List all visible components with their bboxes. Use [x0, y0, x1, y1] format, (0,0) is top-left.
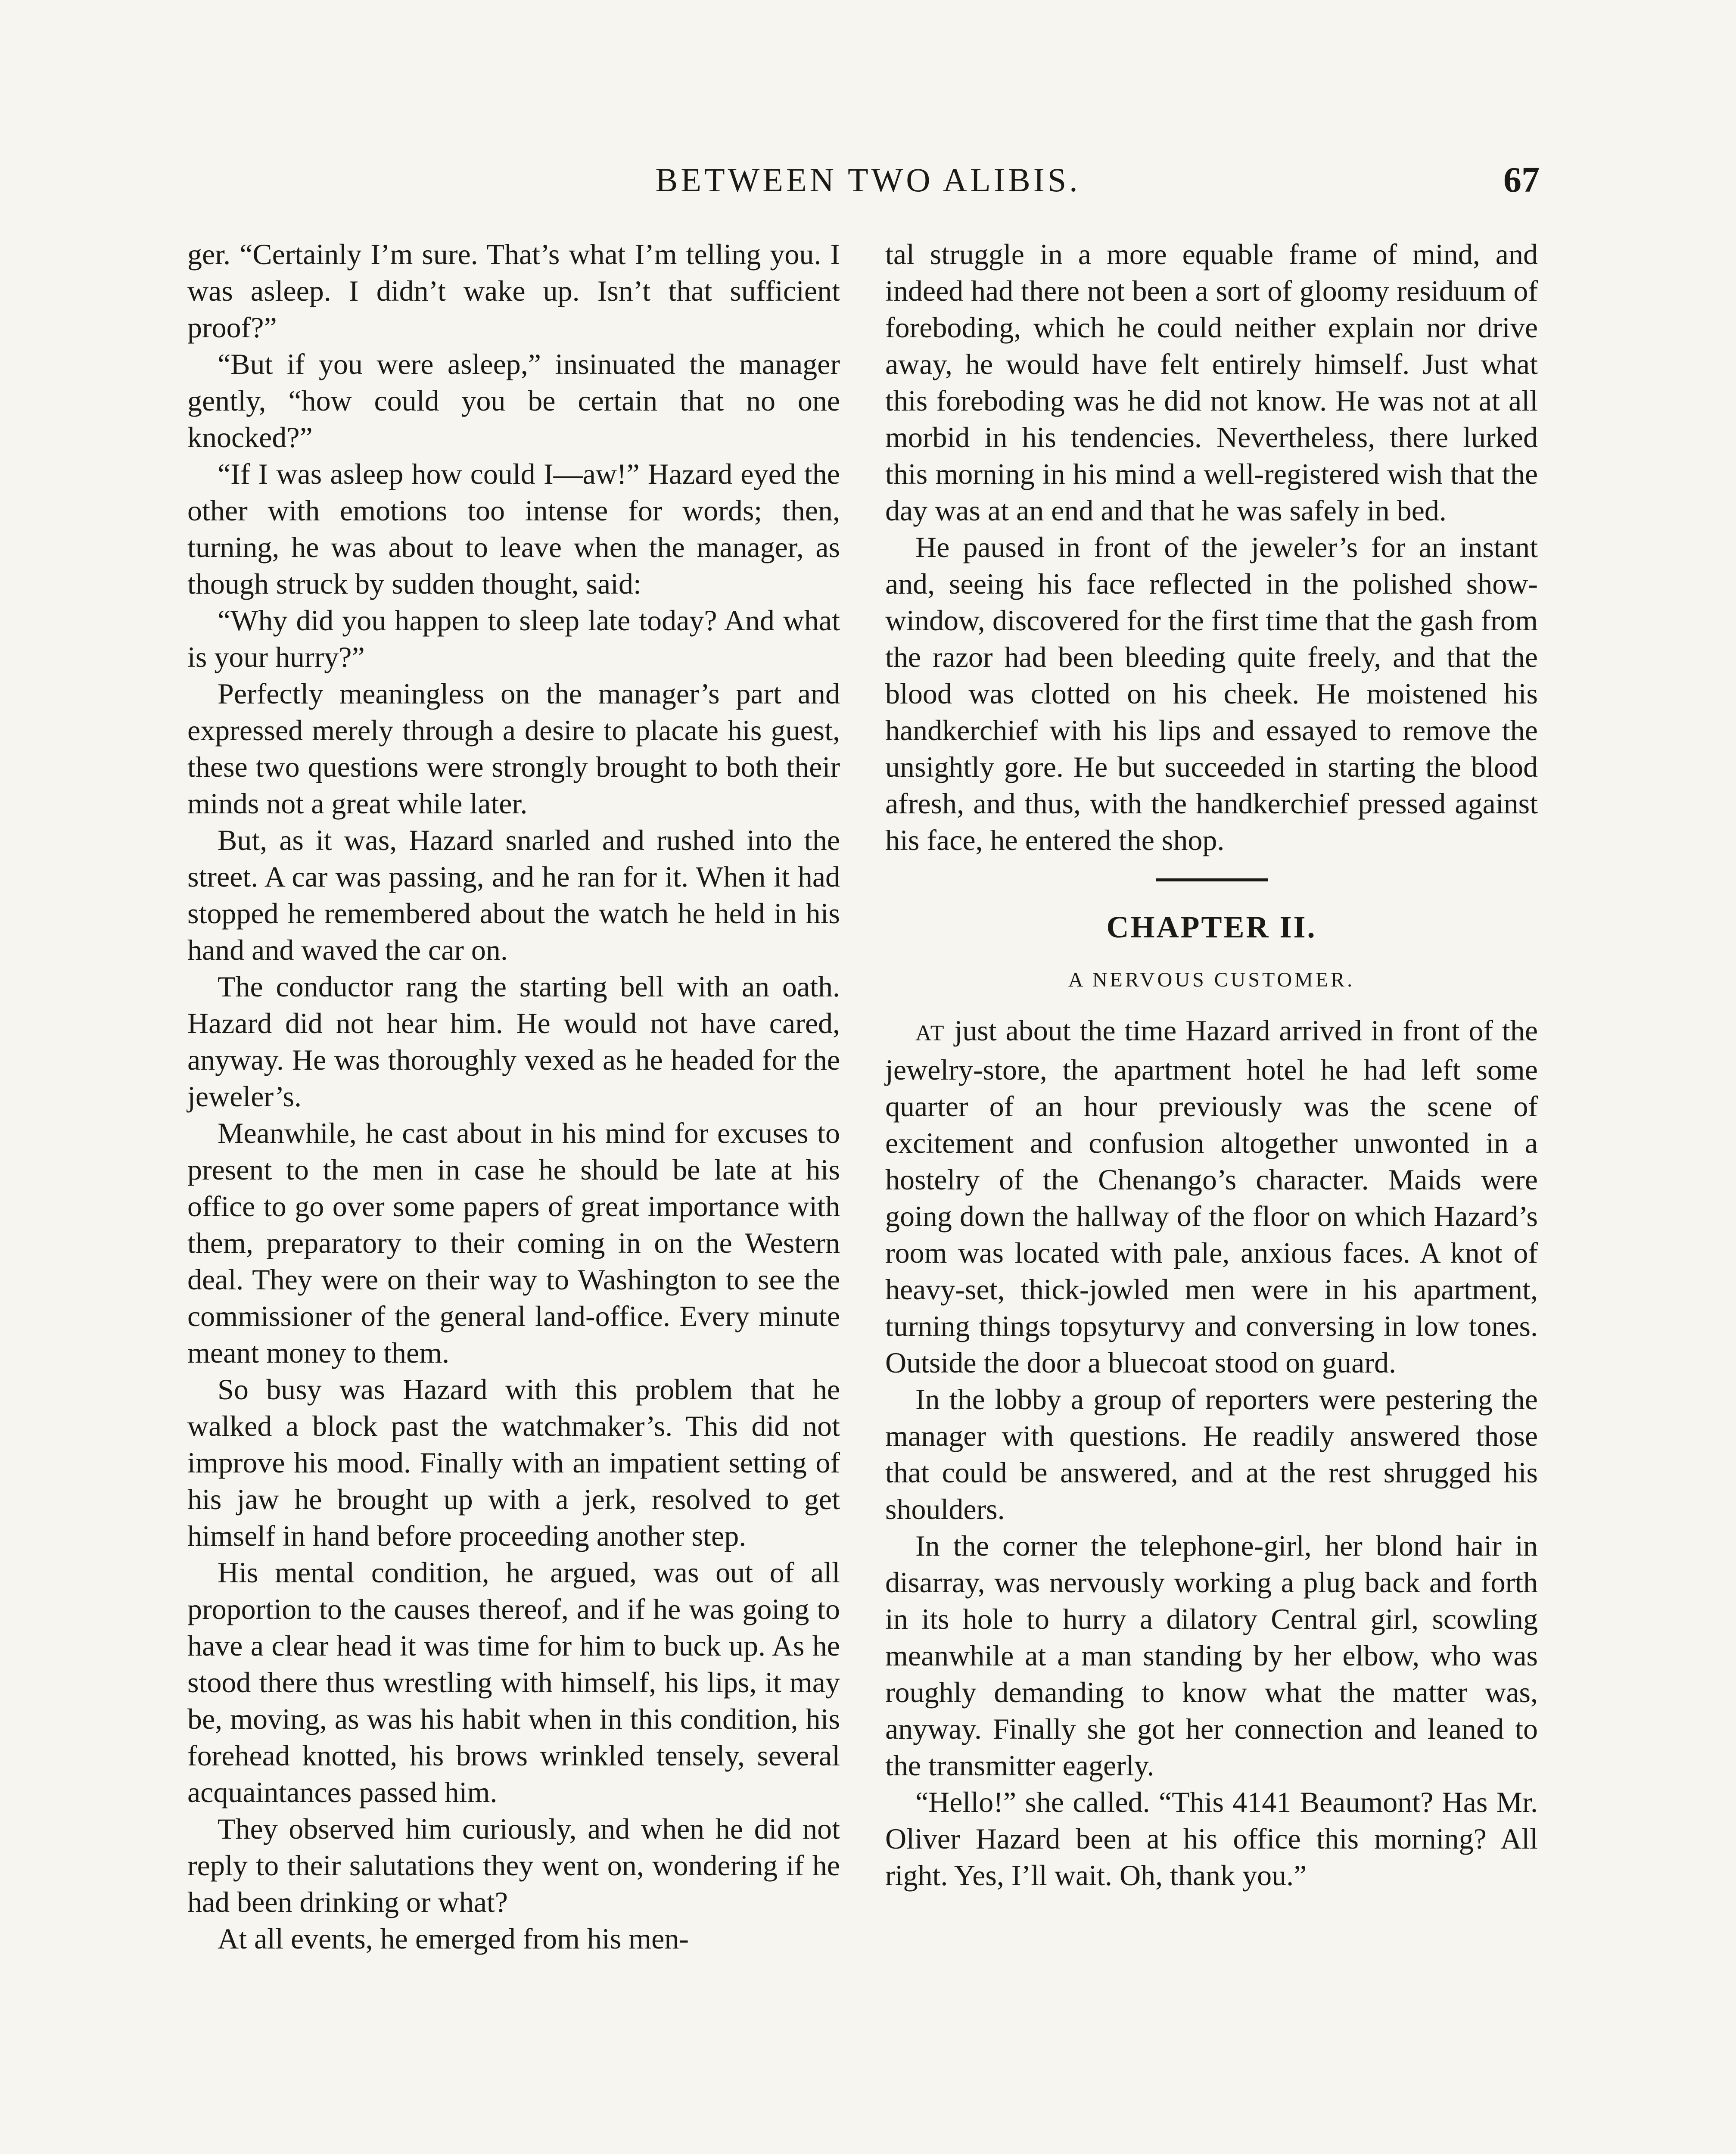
- paragraph: [885, 1528, 1538, 1784]
- paragraph-text: They observed him curiously, and when he did not reply to their salutations they went on, wondering if he had been drinking or what?: [187, 1812, 840, 1918]
- paragraph-text: Meanwhile, he cast about in his mind for excuses to present to the men in case he should be late at his office to go over some papers of great importance with them, preparatory to their coming in on the Western deal. They were on their way to Washington to see the commissioner of the general land-office. Every minute meant money to them.: [187, 1117, 840, 1369]
- paragraph: [187, 346, 840, 456]
- paragraph: [187, 1811, 840, 1921]
- paragraph: [187, 968, 840, 1115]
- right-column-top: [885, 236, 1538, 859]
- paragraph-text: In the corner the telephone-girl, her blond hair in disarray, was nervously working a plug back and forth in its hole to hurry a dilatory Central girl, scowling meanwhile at a man standing by her elbow, who was roughly demanding to know what the matter was, anyway. Finally she got her connection and leaned to the transmitter eagerly.: [885, 1529, 1538, 1782]
- paragraph: [187, 1921, 840, 1957]
- paragraph: [885, 529, 1538, 859]
- paragraph-text: “Hello!” she called. “This 4141 Beaumont? Has Mr. Oliver Hazard been at his office this morning? All right. Yes, I’ll wait. Oh, thank you.”: [885, 1786, 1538, 1892]
- paragraph: [187, 602, 840, 675]
- paragraph-text: “But if you were asleep,” insinuated the manager gently, “how could you be certain that no one knocked?”: [187, 348, 840, 454]
- right-column-bottom: [885, 1012, 1538, 1894]
- right-column: [885, 236, 1538, 1894]
- paragraph: [885, 236, 1538, 529]
- paragraph-text: At all events, he emerged from his men-: [218, 1922, 689, 1955]
- paragraph-text: ger. “Certainly I’m sure. That’s what I’m telling you. I was asleep. I didn’t wake up. Isn’t that sufficient proof?”: [187, 238, 840, 344]
- paragraph: [187, 822, 840, 968]
- paragraph-text: In the lobby a group of reporters were pestering the manager with questions. He readily answered those that could be answered, and at the rest shrugged his shoulders.: [885, 1383, 1538, 1525]
- paragraph-text: So busy was Hazard with this problem that he walked a block past the watchmaker’s. This did not improve his mood. Finally with an impatient setting of his jaw he brought up with a jerk, resolved to get himself in hand before proceeding another step.: [187, 1373, 840, 1552]
- paragraph-text: He paused in front of the jeweler’s for an instant and, seeing his face reflected in the polished show-window, discovered for the first time that the gash from the razor had been bleeding quite freely, and that the blood was clotted on his cheek. He moistened his handkerchief with his lips and essayed to remove the unsightly gore. He but succeeded in starting the blood afresh, and thus, with the handkerchief pressed against his face, he entered the shop.: [885, 531, 1538, 856]
- paragraph-text: tal struggle in a more equable frame of mind, and indeed had there not been a sort of gloomy residuum of foreboding, which he could neither explain nor drive away, he would have felt entirely himself. Just what this foreboding was he did not know. He was not at all morbid in his tendencies. Nevertheless, there lurked this morning in his mind a well-registered wish that the day was at an end and that he was safely in bed.: [885, 238, 1538, 527]
- chapter-divider: [1156, 878, 1268, 881]
- paragraph: [885, 1012, 1538, 1381]
- paragraph-text: just about the time Hazard arrived in front of the jewelry-store, the apartment hotel he had left some quarter of an hour previously was the scene of excitement and confusion altogether unwonted in a hostelry of the Chenango’s character. Maids were going down the hallway of the floor on which Hazard’s room was located with pale, anxious faces. A knot of heavy-set, thick-jowled men were in his apartment, turning things topsyturvy and conversing in low tones. Outside the door a bluecoat stood on guard.: [885, 1014, 1538, 1379]
- paragraph-text: But, as it was, Hazard snarled and rushed into the street. A car was passing, and he ran for it. When it had stopped he remembered about the watch he held in his hand and waved the car on.: [187, 824, 840, 966]
- page-number: 67: [1503, 160, 1540, 200]
- paragraph: [187, 236, 840, 346]
- paragraph: [885, 1784, 1538, 1894]
- paragraph-lead: AT: [915, 1021, 946, 1046]
- paragraph: [187, 1115, 840, 1371]
- paragraph: [187, 1554, 840, 1811]
- paragraph-text: “If I was asleep how could I—aw!” Hazard eyed the other with emotions too intense for words; then, turning, he was about to leave when the manager, as though struck by sudden thought, said:: [187, 458, 840, 600]
- left-column: [187, 236, 840, 1957]
- paragraph: [187, 1371, 840, 1554]
- chapter-title: CHAPTER II.: [1106, 910, 1317, 944]
- paragraph: [187, 456, 840, 602]
- chapter-subtitle: A NERVOUS CUSTOMER.: [1068, 968, 1355, 991]
- page-header: [0, 159, 1736, 210]
- paragraph-text: “Why did you happen to sleep late today? And what is your hurry?”: [187, 604, 840, 673]
- paragraph: [187, 675, 840, 822]
- paragraph-text: Perfectly meaningless on the manager’s part and expressed merely through a desire to placate his guest, these two questions were strongly brought to both their minds not a great while later.: [187, 677, 840, 820]
- paragraph-text: The conductor rang the starting bell with an oath. Hazard did not hear him. He would not have cared, anyway. He was thoroughly vexed as he headed for the jeweler’s.: [187, 970, 840, 1113]
- paragraph-text: His mental condition, he argued, was out of all proportion to the causes thereof, and if he was going to have a clear head it was time for him to buck up. As he stood there thus wrestling with himself, his lips, it may be, moving, as was his habit when in this condition, his forehead knotted, his brows wrinkled tensely, several acquaintances passed him.: [187, 1556, 840, 1808]
- running-title: BETWEEN TWO ALIBIS.: [655, 161, 1081, 199]
- paragraph: [885, 1381, 1538, 1528]
